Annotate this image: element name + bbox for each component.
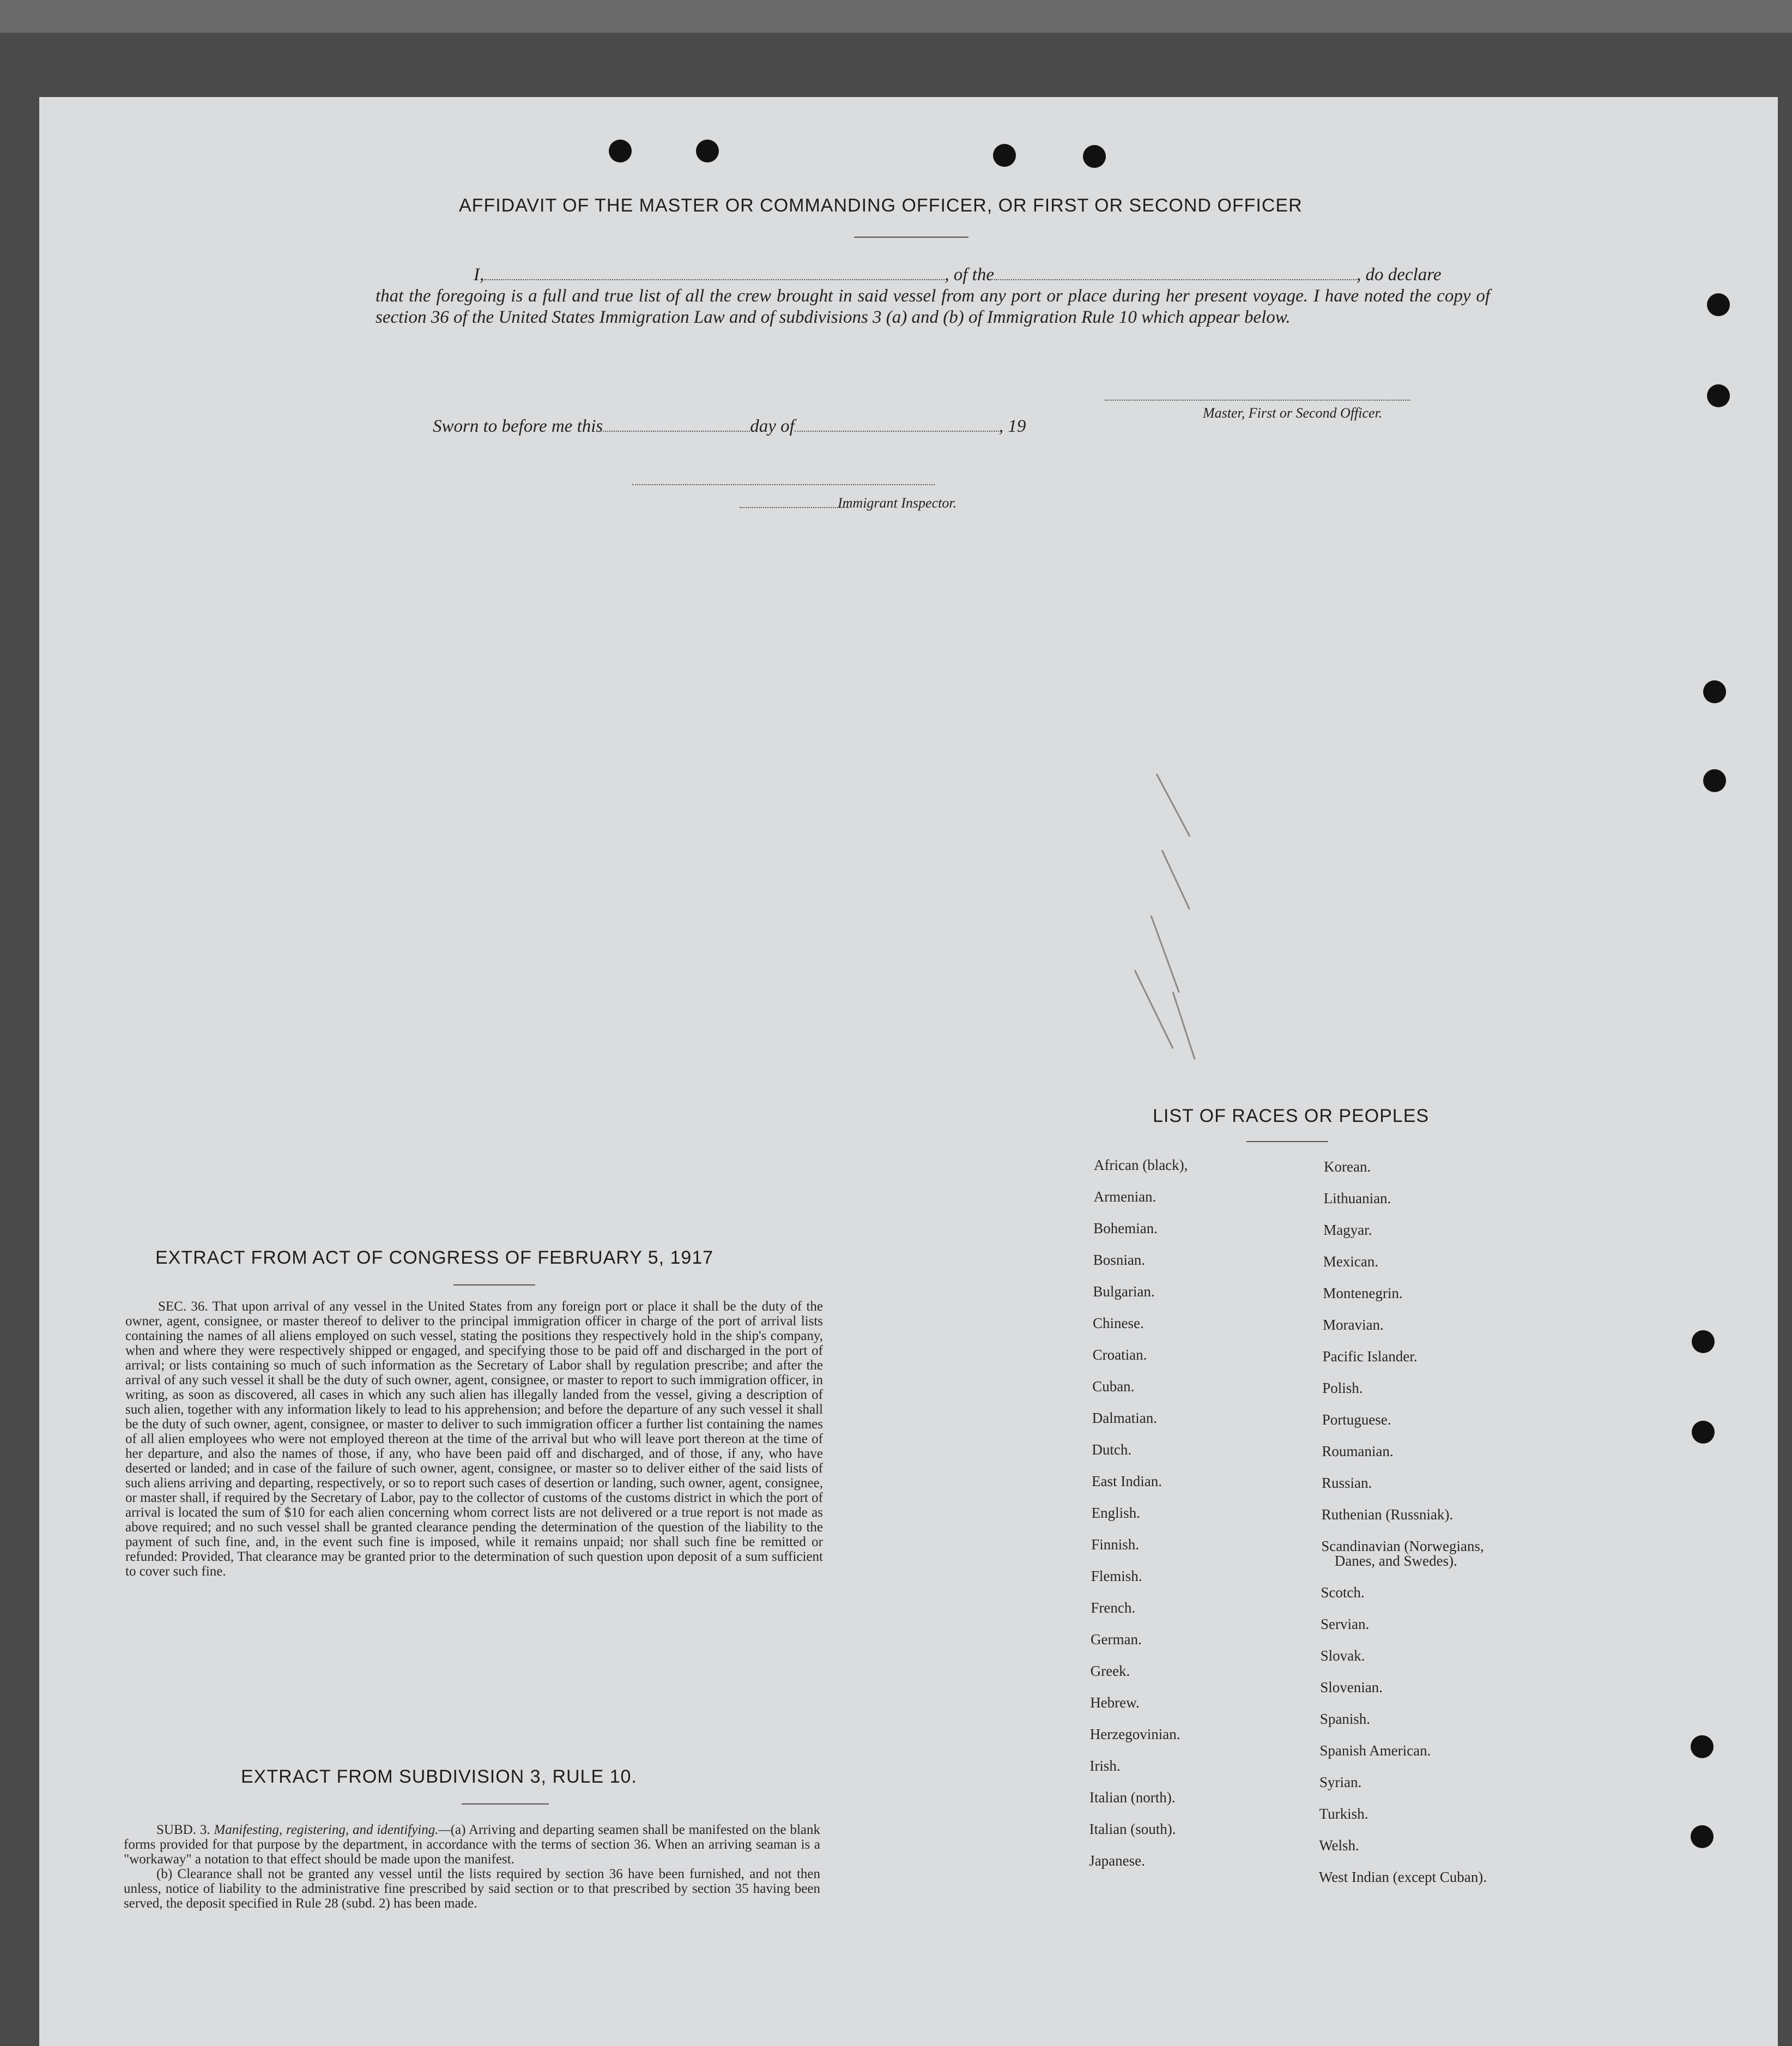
punch-hole: [1703, 680, 1726, 703]
race-item: Russian.: [1322, 1475, 1372, 1491]
race-item: East Indian.: [1092, 1473, 1162, 1489]
subd-a-text: (a) Arriving and departing seamen shall be manifested on the blank forms provided for that purpose by the department, in accordance with the terms of section 36. When an arriving seaman is a "workaway" a notation to that effect should be made upon the manifest.: [124, 1822, 821, 1867]
race-item: Greek.: [1090, 1663, 1130, 1679]
master-signature-line[interactable]: [1105, 400, 1410, 401]
affidavit-declaration: [376, 264, 1490, 328]
race-item: Croatian.: [1092, 1347, 1147, 1363]
race-item: Spanish.: [1319, 1711, 1371, 1727]
affidavit-body: that the foregoing is a full and true list of all the crew brought in said vessel from any port or place during her present voyage. I have noted the copy of section 36 of the United States Immigration Law and of subdivisions 3 (a) and (b) of Immigration Rule 10 which appear below.: [376, 286, 1490, 327]
race-item: Roumanian.: [1322, 1443, 1394, 1459]
punch-hole: [993, 144, 1016, 167]
race-item: Polish.: [1322, 1380, 1363, 1396]
race-item: Flemish.: [1091, 1568, 1142, 1584]
extract-act-title: EXTRACT FROM ACT OF CONGRESS OF FEBRUARY 5, 1917: [155, 1247, 714, 1268]
document-page: [39, 97, 1778, 2046]
race-item: Cuban.: [1092, 1378, 1135, 1395]
race-item: Hebrew.: [1090, 1694, 1140, 1711]
punch-hole: [696, 140, 719, 162]
punch-hole: [1691, 1735, 1714, 1758]
race-item: Italian (north).: [1089, 1789, 1176, 1806]
extract-rule-text: [124, 1822, 820, 1911]
punch-hole: [1691, 1825, 1714, 1848]
race-item: Turkish.: [1319, 1806, 1369, 1822]
sworn-month-field[interactable]: [795, 419, 999, 432]
affidavit-do-declare: , do declare: [1356, 265, 1442, 285]
punch-hole: [1707, 293, 1730, 316]
race-item: Danes, and Swedes).: [1334, 1553, 1457, 1569]
subd-b-paragraph: (b) Clearance shall not be granted any vessel until the lists required by section 36 have been furnished, and not then unless, notice of liability to the administrative fine prescribed by said section or to that prescribed by section 35 having been served, the deposit specified in Rule 28 (subd. 2) has been made.: [124, 1867, 820, 1911]
race-item: Lithuanian.: [1323, 1190, 1391, 1206]
subd-label: SUBD. 3.: [156, 1822, 210, 1837]
race-item: English.: [1091, 1505, 1140, 1521]
race-item: West Indian (except Cuban).: [1318, 1869, 1487, 1885]
affidavit-of-the: , of the: [945, 265, 994, 285]
affidavit-declare-line: [376, 264, 1490, 286]
affidavit-i: I,: [474, 265, 485, 285]
race-item: Portuguese.: [1322, 1411, 1391, 1428]
race-item: Armenian.: [1093, 1188, 1157, 1205]
year-text: , 19: [998, 417, 1026, 436]
punch-hole: [1083, 145, 1106, 168]
race-item: Magyar.: [1323, 1222, 1372, 1238]
race-item: Japanese.: [1089, 1852, 1145, 1869]
sworn-day-field[interactable]: [603, 419, 750, 432]
scanner-top-strip: [0, 0, 1792, 33]
race-item: Moravian.: [1323, 1317, 1384, 1333]
race-item: Slovenian.: [1320, 1679, 1383, 1695]
extract-act-rule: [453, 1284, 535, 1285]
extract-act-text: [125, 1299, 823, 1579]
pencil-mark: [1151, 915, 1180, 993]
master-signature-label: Master, First or Second Officer.: [1203, 405, 1383, 421]
master-name-field[interactable]: [484, 267, 945, 280]
extract-rule-rule: [462, 1803, 549, 1804]
pencil-mark: [1172, 992, 1196, 1060]
race-item: Scotch.: [1321, 1584, 1365, 1601]
race-item: Chinese.: [1093, 1315, 1144, 1331]
sworn-text: Sworn to before me this: [433, 417, 603, 436]
race-item: Irish.: [1089, 1758, 1121, 1774]
inspector-signature-line[interactable]: [632, 484, 935, 485]
pencil-mark: [1161, 850, 1190, 910]
race-item: Ruthenian (Russniak).: [1321, 1506, 1454, 1523]
race-item: German.: [1091, 1631, 1142, 1647]
race-item: Syrian.: [1319, 1774, 1362, 1790]
punch-hole: [1707, 384, 1730, 407]
races-title-rule: [1246, 1141, 1328, 1142]
extract-rule-title: EXTRACT FROM SUBDIVISION 3, RULE 10.: [241, 1766, 637, 1787]
race-item: Finnish.: [1091, 1536, 1139, 1553]
inspector-label: Immigrant Inspector.: [838, 495, 957, 511]
punch-hole: [1692, 1421, 1715, 1444]
race-item: Dalmatian.: [1092, 1410, 1158, 1426]
race-item: Welsh.: [1319, 1837, 1359, 1854]
race-item: Pacific Islander.: [1322, 1348, 1418, 1365]
races-title: LIST OF RACES OR PEOPLES: [1153, 1106, 1430, 1126]
race-item: Bosnian.: [1093, 1252, 1146, 1268]
punch-hole: [1692, 1330, 1715, 1353]
punch-hole: [609, 140, 632, 162]
punch-hole: [1703, 769, 1726, 792]
race-item: Mexican.: [1323, 1253, 1379, 1270]
race-item: Slovak.: [1320, 1647, 1365, 1664]
inspector-signature-line-2[interactable]: [740, 507, 849, 508]
race-item: Italian (south).: [1089, 1821, 1176, 1837]
race-item: Dutch.: [1092, 1441, 1132, 1458]
race-item: Bohemian.: [1093, 1220, 1158, 1236]
sworn-line: [433, 416, 1026, 437]
race-item: Bulgarian.: [1093, 1283, 1155, 1300]
race-item: Korean.: [1324, 1158, 1371, 1175]
day-of-text: day of: [750, 417, 795, 436]
race-item: Servian.: [1321, 1616, 1370, 1632]
race-item: French.: [1091, 1600, 1136, 1616]
race-item: Spanish American.: [1319, 1742, 1431, 1759]
subd-heading: Manifesting, registering, and identifying.—: [214, 1822, 451, 1837]
subd-a-paragraph: [124, 1822, 820, 1867]
race-item: Montenegrin.: [1323, 1285, 1403, 1301]
pencil-mark: [1134, 970, 1174, 1049]
race-item: African (black),: [1094, 1157, 1188, 1173]
race-item: Herzegovinian.: [1089, 1726, 1180, 1742]
sec-36-paragraph: SEC. 36. That upon arrival of any vessel in the United States from any foreign port or place it shall be the duty of the owner, agent, consignee, or master thereof to deliver to the principal immigration officer in charge of the port of arrival lists containing the names of all aliens employed on such vessel, stating the positions they respectively hold in the ship's company, when and where they were respectively shipped or engaged, and specifying those to be paid off and discharged in the port of arrival; or lists containing so much of such information as the Secretary of Labor shall by regulation prescribe; and after the arrival of any such vessel it shall be the duty of such owner, agent, consignee, or master to report to such immigration officer, in writing, as soon as discovered, all cases in which any such alien has illegally landed from the vessel, giving a description of such alien, together with any information likely to lead to his apprehension; and before the departure of any such vessel it shall be the duty of such owner, agent, consignee, or master to deliver to such immigration officer a further list containing the names of all alien employees who were not employed thereon at the time of the arrival but who will leave port thereon at the time of her departure, and also the names of those, if any, who have been paid off and discharged, and of those, if any, who have deserted or landed; and in case of the failure of such owner, agent, consignee, or master so to deliver either of the said lists of such aliens arriving and departing, respectively, or so to report such cases of desertion or landing, such owner, agent, consignee, or master shall, if required by the Secretary of Labor, pay to the collector of customs of the customs district in which the port of arrival is located the sum of $10 for each alien concerning whom correct lists are not delivered or a true report is not made as above required; and no such vessel shall be granted clearance pending the determination of the question of the liability to the payment of such fine, and, in the event such fine is imposed, while it remains unpaid; nor shall such fine be remitted or refunded: Provided, That clearance may be granted prior to the determination of such question upon deposit of a sum sufficient to cover such fine.: [125, 1299, 823, 1579]
affidavit-title-rule: [854, 237, 968, 238]
vessel-name-field[interactable]: [994, 267, 1357, 280]
race-item: Scandinavian (Norwegians,: [1321, 1538, 1484, 1554]
affidavit-title: AFFIDAVIT OF THE MASTER OR COMMANDING OFFICER, OR FIRST OR SECOND OFFICER: [459, 195, 1303, 216]
pencil-mark: [1156, 774, 1191, 837]
